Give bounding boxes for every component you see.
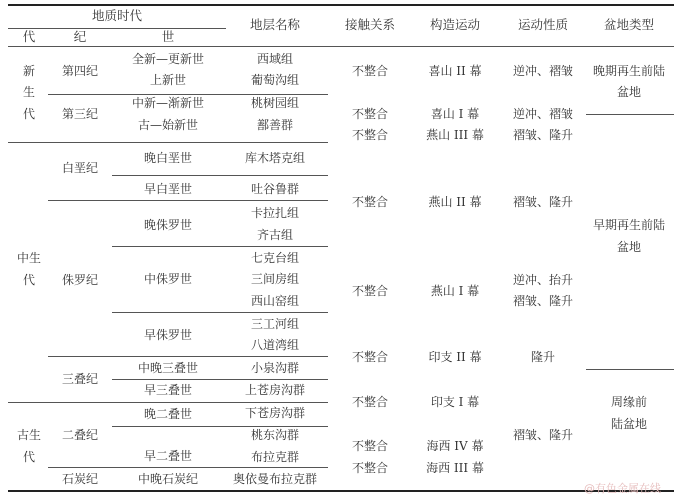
row-rule [112, 175, 328, 176]
motion-type: 褶皱、隆升 [512, 294, 574, 308]
basin-late-line2: 盆地 [616, 85, 642, 99]
motion-type: 逆冲、抬升 [512, 273, 574, 287]
motion-type: 褶皱、隆升 [512, 128, 574, 142]
basin-rule [586, 369, 674, 370]
period-jurassic: 侏罗纪 [61, 273, 99, 287]
tectonic-event: 印支 I 幕 [430, 395, 480, 409]
strata-name: 鄯善群 [256, 118, 294, 132]
contact-relation: 不整合 [351, 107, 389, 121]
strata-name: 布拉克群 [250, 450, 300, 464]
motion-type: 逆冲、褶皱 [512, 107, 574, 121]
strata-name: 上苍房沟群 [244, 383, 306, 397]
header-contact: 接触关系 [344, 17, 396, 32]
strata-name: 葡萄沟组 [250, 73, 300, 87]
header-era-group: 地质时代 [91, 8, 143, 23]
era-paleozoic-2: 代 [22, 450, 36, 464]
header-basin: 盆地类型 [603, 17, 655, 32]
period-triassic: 三叠纪 [61, 372, 99, 386]
period-tertiary: 第三纪 [61, 107, 99, 121]
strata-name: 八道湾组 [250, 338, 300, 352]
top-rule [8, 4, 674, 6]
epoch-paleo-eo: 古—始新世 [137, 118, 199, 132]
basin-peri-line1: 周缘前 [610, 395, 648, 409]
header-bottom-rule [8, 46, 674, 47]
row-rule [112, 426, 328, 427]
epoch-mio-neo: 中新—渐新世 [131, 96, 205, 110]
epoch-late-cretaceous: 晚白垩世 [143, 151, 193, 165]
epoch-midlate-triassic: 中晚三叠世 [137, 361, 199, 375]
row-rule [8, 142, 328, 143]
motion-type: 逆冲、褶皱 [512, 64, 574, 78]
header-subrule [8, 28, 226, 29]
period-quaternary: 第四纪 [61, 64, 99, 78]
tectonic-event: 印支 II 幕 [428, 350, 482, 364]
strata-name: 西域组 [256, 52, 294, 66]
motion-type: 隆升 [530, 350, 556, 364]
period-carboniferous: 石炭纪 [61, 472, 99, 486]
basin-peri-line2: 陆盆地 [610, 417, 648, 431]
row-rule [48, 356, 328, 357]
contact-relation: 不整合 [351, 64, 389, 78]
strata-name: 奥依曼布拉克群 [232, 472, 318, 486]
strata-name: 西山窑组 [250, 294, 300, 308]
row-rule [48, 200, 328, 201]
motion-type: 褶皱、隆升 [512, 195, 574, 209]
strata-name: 七克台组 [250, 251, 300, 265]
row-rule [112, 312, 328, 313]
tectonic-event: 燕山 II 幕 [428, 195, 482, 209]
epoch-pliocene: 上新世 [149, 73, 187, 87]
strata-name: 卡拉扎组 [250, 206, 300, 220]
header-tectonic: 构造运动 [429, 17, 481, 32]
strata-name: 三间房组 [250, 272, 300, 286]
contact-relation: 不整合 [351, 350, 389, 364]
contact-relation: 不整合 [351, 128, 389, 142]
era-cenozoic-1: 新 [22, 64, 36, 78]
strata-name: 三工河组 [250, 317, 300, 331]
era-mesozoic-2: 代 [22, 273, 36, 287]
epoch-early-permian: 早二叠世 [143, 449, 193, 463]
header-era: 代 [22, 29, 36, 44]
header-motion: 运动性质 [517, 17, 569, 32]
epoch-late-permian: 晚二叠世 [143, 407, 193, 421]
header-strata: 地层名称 [249, 17, 301, 32]
basin-rule [586, 114, 674, 115]
row-rule [8, 402, 328, 403]
epoch-early-cretaceous: 早白垩世 [143, 182, 193, 196]
basin-early-line2: 盆地 [616, 240, 642, 254]
period-permian: 二叠纪 [61, 428, 99, 442]
row-rule [112, 246, 328, 247]
strata-name: 下苍房沟群 [244, 406, 306, 420]
bottom-rule [8, 490, 674, 492]
period-cretaceous: 白垩纪 [61, 161, 99, 175]
contact-relation: 不整合 [351, 284, 389, 298]
strata-name: 桃东沟群 [250, 428, 300, 442]
watermark: @有色金属在线 [584, 482, 661, 495]
tectonic-event: 海西 III 幕 [426, 461, 484, 475]
header-epoch: 世 [161, 29, 175, 44]
strata-name: 小泉沟群 [250, 361, 300, 375]
tectonic-event: 喜山 I 幕 [430, 107, 480, 121]
era-paleozoic-1: 古生 [16, 428, 42, 442]
contact-relation: 不整合 [351, 439, 389, 453]
strata-name: 桃树园组 [250, 96, 300, 110]
epoch-midlate-carboniferous: 中晚石炭纪 [137, 472, 199, 486]
tectonic-event: 燕山 III 幕 [426, 128, 484, 142]
era-cenozoic-2: 生 [22, 85, 36, 99]
epoch-middle-jurassic: 中侏罗世 [143, 272, 193, 286]
basin-early-line1: 早期再生前陆 [592, 218, 666, 232]
era-mesozoic-1: 中生 [16, 251, 42, 265]
epoch-early-jurassic: 早侏罗世 [143, 328, 193, 342]
header-period: 纪 [73, 29, 87, 44]
tectonic-event: 喜山 II 幕 [428, 64, 482, 78]
motion-type: 褶皱、隆升 [512, 428, 574, 442]
row-rule [48, 94, 328, 95]
era-cenozoic-3: 代 [22, 107, 36, 121]
strata-name: 齐古组 [256, 228, 294, 242]
epoch-late-jurassic: 晚侏罗世 [143, 218, 193, 232]
epoch-early-triassic: 早三叠世 [143, 383, 193, 397]
epoch-holocene: 全新—更新世 [131, 52, 205, 66]
row-rule [48, 467, 328, 468]
contact-relation: 不整合 [351, 461, 389, 475]
contact-relation: 不整合 [351, 395, 389, 409]
tectonic-event: 海西 IV 幕 [426, 439, 484, 453]
basin-late-line1: 晚期再生前陆 [592, 64, 666, 78]
contact-relation: 不整合 [351, 195, 389, 209]
row-rule [112, 379, 328, 380]
tectonic-event: 燕山 I 幕 [430, 284, 480, 298]
strata-name: 库木塔克组 [244, 151, 306, 165]
strata-name: 吐谷鲁群 [250, 182, 300, 196]
